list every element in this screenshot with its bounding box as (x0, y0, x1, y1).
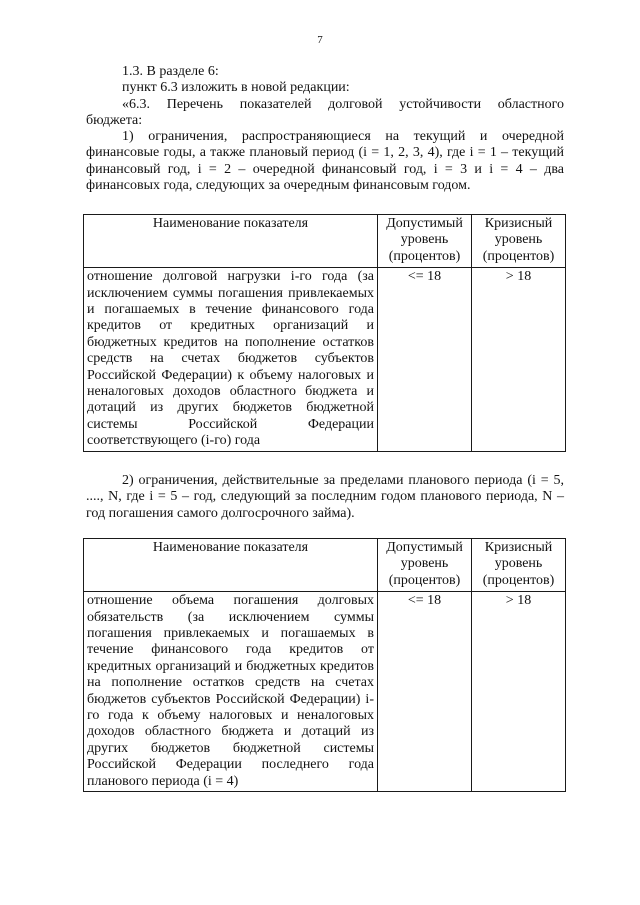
crisis-value: > 18 (472, 268, 566, 451)
page-number: 7 (317, 34, 323, 46)
table-current-period (83, 214, 566, 452)
indicator-description: отношение долговой нагрузки i-го года (за исключением суммы погашения привлекаемых и погашаемых в течение финансового года кредитов от кредитных организаций и бюджетных кредитов на пополнение остатков средств на счетах бюджетов субъектов Российской Федерации) к объему налоговых и неналоговых доходов областного бюджета и дотаций из других бюджетов бюджетной системы Российской Федерации соответствующего (i-го) года (84, 268, 378, 451)
indicator-description: отношение объема погашения долговых обязательств (за исключением суммы погашения привлекаемых и погашаемых в течение финансового года кредитов от кредитных организаций и бюджетных кредитов на пополнение остатков средств на счетах бюджетов субъектов Российской Федерации) i-го года к объему налоговых и неналоговых доходов областного бюджета и дотаций из других бюджетов бюджетной системы Российской Федерации последнего года планового периода (i = 4) (84, 592, 378, 792)
paragraph-current-period: 1) ограничения, распространяющиеся на текущий и очередной финансовые годы, а также плановый период (i = 1, 2, 3, 4), где i = 1 – текущий финансовый год, i = 2 – очередной финансовый год, i = 3 и i = 4 – два финансовых года, следующих за очередным финансовым годом. (86, 129, 564, 194)
table-header-row (84, 215, 566, 268)
table-header-row (84, 539, 566, 592)
list-heading-line1: «6.3. Перечень показателей долговой устойчивости областного (122, 96, 564, 112)
paragraph-beyond-period: 2) ограничения, действительные за пределами планового периода (i = 5, ...., N, где i = 5 – год, следующий за последним годом планового периода, N – год погашения самого долгосрочного займа). (86, 473, 564, 521)
allowed-value: <= 18 (378, 592, 472, 792)
instruction-line: пункт 6.3 изложить в новой редакции: (122, 80, 350, 96)
intro-text (86, 64, 564, 194)
header-indicator-name: Наименование показателя (84, 539, 378, 592)
header-crisis-level: Кризисный уровень (процентов) (472, 539, 566, 592)
crisis-value: > 18 (472, 592, 566, 792)
header-crisis-level: Кризисный уровень (процентов) (472, 215, 566, 268)
table-row (84, 592, 566, 792)
table-row (84, 268, 566, 451)
list-heading-line2: бюджета: (86, 112, 143, 128)
middle-text (86, 473, 564, 522)
header-indicator-name: Наименование показателя (84, 215, 378, 268)
header-allowed-level: Допустимый уровень (процентов) (378, 215, 472, 268)
section-heading: 1.3. В разделе 6: (122, 64, 219, 79)
table-beyond-period (83, 538, 566, 792)
allowed-value: <= 18 (378, 268, 472, 451)
header-allowed-level: Допустимый уровень (процентов) (378, 539, 472, 592)
